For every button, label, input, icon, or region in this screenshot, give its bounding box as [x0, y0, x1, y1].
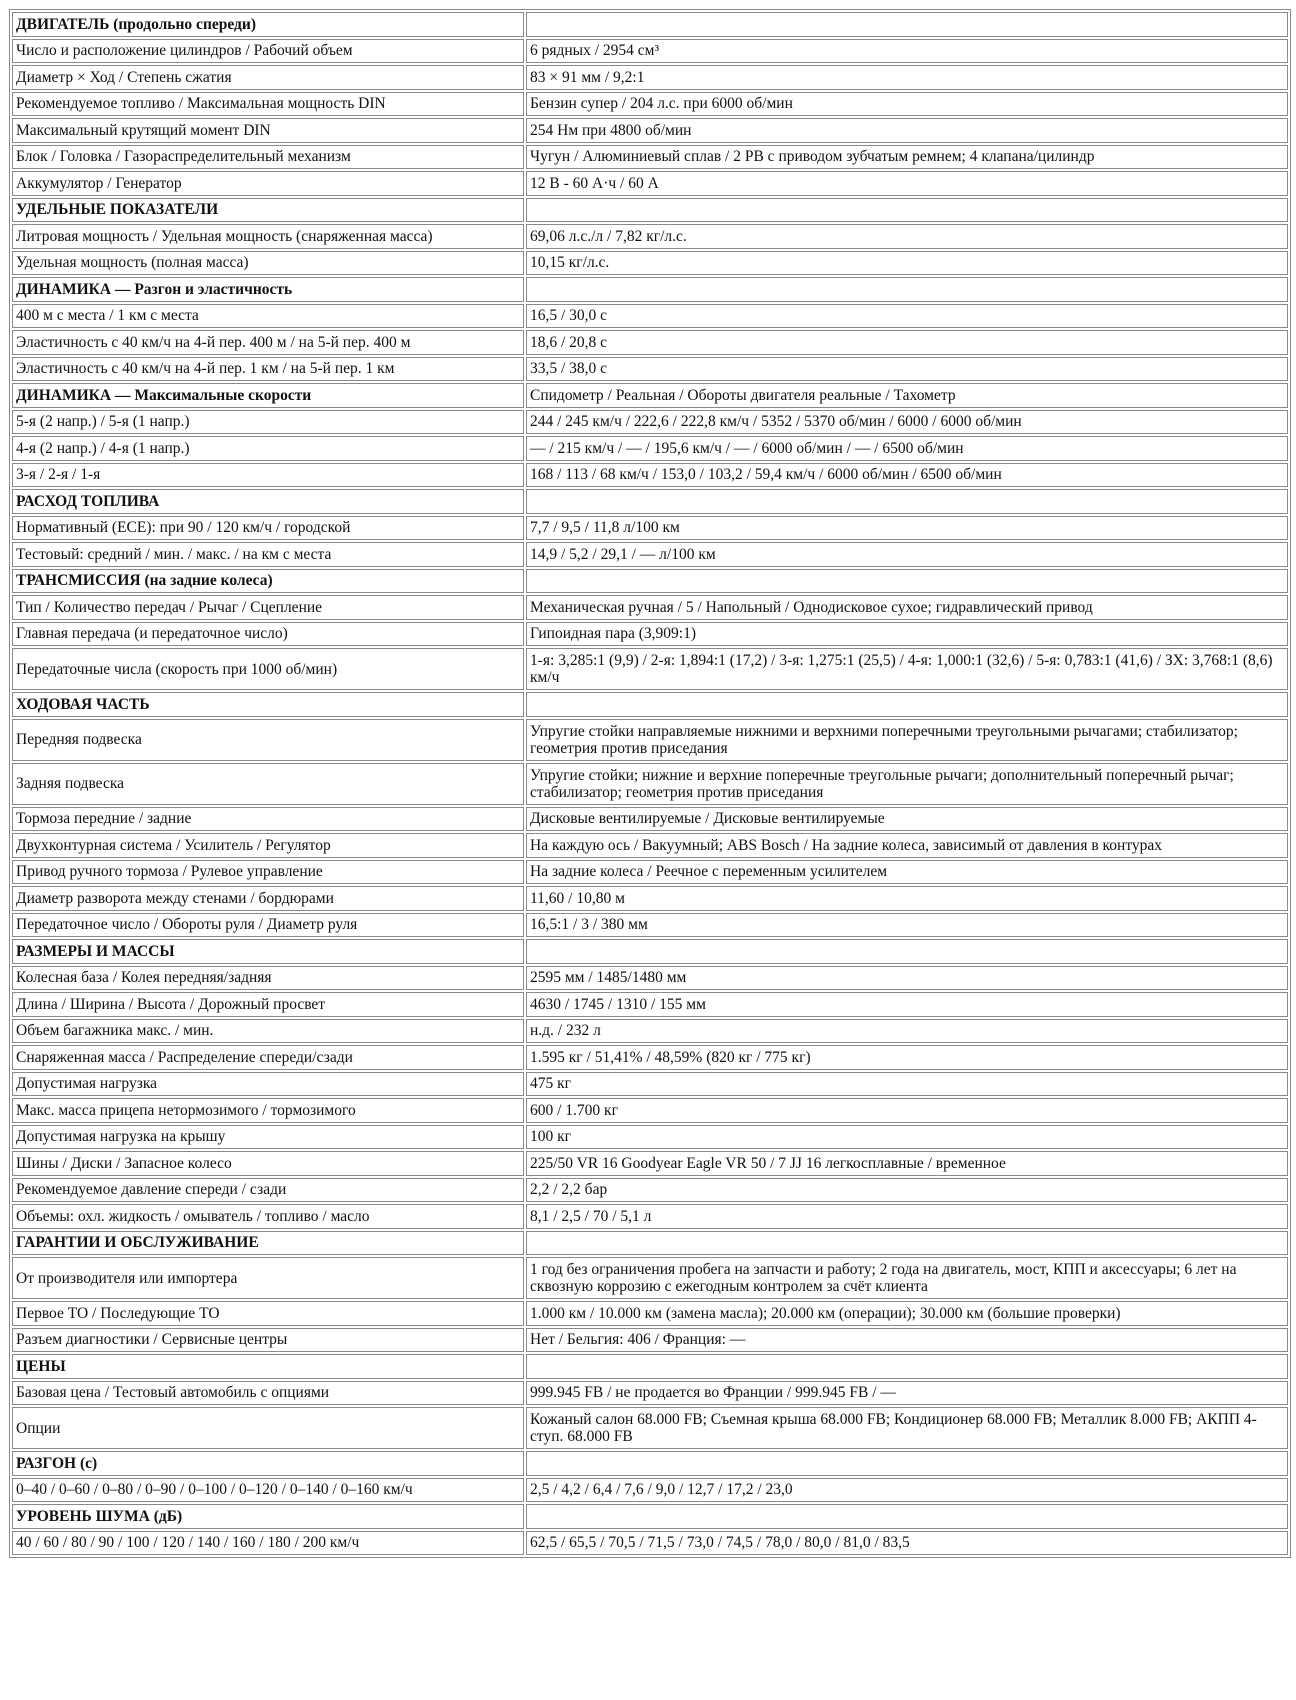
section-title-cell: РАСХОД ТОПЛИВА	[12, 489, 524, 514]
parameter-cell: 0–40 / 0–60 / 0–80 / 0–90 / 0–100 / 0–120 / 0–140 / 0–160 км/ч	[12, 1478, 524, 1503]
parameter-cell: Эластичность с 40 км/ч на 4-й пер. 1 км / на 5-й пер. 1 км	[12, 357, 524, 382]
parameter-cell: Тестовый: средний / мин. / макс. / на км с места	[12, 542, 524, 567]
parameter-cell: Эластичность с 40 км/ч на 4-й пер. 400 м / на 5-й пер. 400 м	[12, 330, 524, 355]
table-row	[12, 1478, 1288, 1503]
table-row	[12, 39, 1288, 64]
value-cell: 6 рядных / 2954 см³	[526, 39, 1288, 64]
parameter-cell: Допустимая нагрузка	[12, 1072, 524, 1097]
parameter-cell: Допустимая нагрузка на крышу	[12, 1125, 524, 1150]
value-cell: 4630 / 1745 / 1310 / 155 мм	[526, 992, 1288, 1017]
value-cell: н.д. / 232 л	[526, 1019, 1288, 1044]
table-row	[12, 357, 1288, 382]
spec-table	[9, 9, 1291, 1558]
parameter-cell: Диаметр разворота между стенами / бордюрами	[12, 886, 524, 911]
value-cell: 83 × 91 мм / 9,2:1	[526, 65, 1288, 90]
parameter-cell: Объемы: охл. жидкость / омыватель / топливо / масло	[12, 1204, 524, 1229]
parameter-cell: Удельная мощность (полная масса)	[12, 251, 524, 276]
section-note-cell	[526, 569, 1288, 594]
value-cell: 100 кг	[526, 1125, 1288, 1150]
table-row	[12, 622, 1288, 647]
table-row	[12, 1531, 1288, 1556]
table-row	[12, 436, 1288, 461]
section-title-cell: РАЗГОН (с)	[12, 1451, 524, 1476]
value-cell: Упругие стойки; нижние и верхние поперечные треугольные рычаги; дополнительный поперечный рычаг; стабилизатор; геометрия против приседания	[526, 763, 1288, 805]
value-cell: 16,5:1 / 3 / 380 мм	[526, 913, 1288, 938]
section-title-cell: РАЗМЕРЫ И МАССЫ	[12, 939, 524, 964]
value-cell: 254 Нм при 4800 об/мин	[526, 118, 1288, 143]
parameter-cell: Литровая мощность / Удельная мощность (снаряженная масса)	[12, 224, 524, 249]
table-row	[12, 966, 1288, 991]
section-note-cell	[526, 939, 1288, 964]
parameter-cell: Число и расположение цилиндров / Рабочий объем	[12, 39, 524, 64]
value-cell: На задние колеса / Реечное с переменным усилителем	[526, 860, 1288, 885]
value-cell: Бензин супер / 204 л.с. при 6000 об/мин	[526, 92, 1288, 117]
table-row	[12, 171, 1288, 196]
table-row	[12, 648, 1288, 690]
table-row	[12, 1381, 1288, 1406]
section-header-row	[12, 1231, 1288, 1256]
parameter-cell: 5-я (2 напр.) / 5-я (1 напр.)	[12, 410, 524, 435]
value-cell: Дисковые вентилируемые / Дисковые вентилируемые	[526, 807, 1288, 832]
section-note-cell	[526, 1231, 1288, 1256]
value-cell: 168 / 113 / 68 км/ч / 153,0 / 103,2 / 59,4 км/ч / 6000 об/мин / 6500 об/мин	[526, 463, 1288, 488]
section-title-cell: ТРАНСМИССИЯ (на задние колеса)	[12, 569, 524, 594]
parameter-cell: Задняя подвеска	[12, 763, 524, 805]
section-header-row	[12, 569, 1288, 594]
table-row	[12, 145, 1288, 170]
section-note-cell	[526, 277, 1288, 302]
parameter-cell: 400 м с места / 1 км с места	[12, 304, 524, 329]
section-title-cell: ДИНАМИКА — Максимальные скорости	[12, 383, 524, 408]
value-cell: 225/50 VR 16 Goodyear Eagle VR 50 / 7 JJ 16 легкосплавные / временное	[526, 1151, 1288, 1176]
value-cell: Гипоидная пара (3,909:1)	[526, 622, 1288, 647]
table-row	[12, 1257, 1288, 1299]
table-row	[12, 595, 1288, 620]
parameter-cell: Объем багажника макс. / мин.	[12, 1019, 524, 1044]
table-row	[12, 410, 1288, 435]
table-row	[12, 860, 1288, 885]
table-row	[12, 807, 1288, 832]
table-row	[12, 886, 1288, 911]
section-header-row	[12, 198, 1288, 223]
table-row	[12, 516, 1288, 541]
table-row	[12, 304, 1288, 329]
value-cell: 69,06 л.с./л / 7,82 кг/л.с.	[526, 224, 1288, 249]
value-cell: Механическая ручная / 5 / Напольный / Однодисковое сухое; гидравлический привод	[526, 595, 1288, 620]
section-header-row	[12, 1504, 1288, 1529]
section-header-row	[12, 277, 1288, 302]
value-cell: Нет / Бельгия: 406 / Франция: —	[526, 1328, 1288, 1353]
table-row	[12, 1045, 1288, 1070]
section-header-row	[12, 939, 1288, 964]
value-cell: Упругие стойки направляемые нижними и верхними поперечными треугольными рычагами; стабилизатор; геометрия против приседания	[526, 719, 1288, 761]
parameter-cell: Первое ТО / Последующие ТО	[12, 1301, 524, 1326]
value-cell: Кожаный салон 68.000 FB; Съемная крыша 68.000 FB; Кондиционер 68.000 FB; Металлик 8.000 FB; АКПП 4-ступ. 68.000 FB	[526, 1407, 1288, 1449]
section-title-cell: УДЕЛЬНЫЕ ПОКАЗАТЕЛИ	[12, 198, 524, 223]
table-row	[12, 1301, 1288, 1326]
value-cell: 33,5 / 38,0 с	[526, 357, 1288, 382]
section-title-cell: ЦЕНЫ	[12, 1354, 524, 1379]
table-row	[12, 1125, 1288, 1150]
section-title-cell: УРОВЕНЬ ШУМА (дБ)	[12, 1504, 524, 1529]
parameter-cell: Макс. масса прицепа нетормозимого / тормозимого	[12, 1098, 524, 1123]
parameter-cell: Передняя подвеска	[12, 719, 524, 761]
parameter-cell: Главная передача (и передаточное число)	[12, 622, 524, 647]
section-note-cell	[526, 1504, 1288, 1529]
table-row	[12, 65, 1288, 90]
value-cell: 244 / 245 км/ч / 222,6 / 222,8 км/ч / 5352 / 5370 об/мин / 6000 / 6000 об/мин	[526, 410, 1288, 435]
section-header-row	[12, 692, 1288, 717]
table-row	[12, 1178, 1288, 1203]
table-row	[12, 913, 1288, 938]
value-cell: 600 / 1.700 кг	[526, 1098, 1288, 1123]
table-row	[12, 92, 1288, 117]
section-note-cell	[526, 12, 1288, 37]
parameter-cell: Аккумулятор / Генератор	[12, 171, 524, 196]
table-row	[12, 992, 1288, 1017]
section-note-cell	[526, 198, 1288, 223]
value-cell: Чугун / Алюминиевый сплав / 2 РВ с приводом зубчатым ремнем; 4 клапана/цилиндр	[526, 145, 1288, 170]
table-row	[12, 224, 1288, 249]
section-header-row	[12, 1354, 1288, 1379]
parameter-cell: Максимальный крутящий момент DIN	[12, 118, 524, 143]
table-row	[12, 118, 1288, 143]
parameter-cell: Диаметр × Ход / Степень сжатия	[12, 65, 524, 90]
value-cell: 18,6 / 20,8 с	[526, 330, 1288, 355]
table-row	[12, 1072, 1288, 1097]
table-row	[12, 1019, 1288, 1044]
parameter-cell: Тип / Количество передач / Рычаг / Сцепление	[12, 595, 524, 620]
parameter-cell: Двухконтурная система / Усилитель / Регулятор	[12, 833, 524, 858]
section-note-cell	[526, 489, 1288, 514]
value-cell: 62,5 / 65,5 / 70,5 / 71,5 / 73,0 / 74,5 / 78,0 / 80,0 / 81,0 / 83,5	[526, 1531, 1288, 1556]
value-cell: 1.595 кг / 51,41% / 48,59% (820 кг / 775 кг)	[526, 1045, 1288, 1070]
value-cell: 14,9 / 5,2 / 29,1 / — л/100 км	[526, 542, 1288, 567]
table-row	[12, 1407, 1288, 1449]
parameter-cell: 3-я / 2-я / 1-я	[12, 463, 524, 488]
parameter-cell: 40 / 60 / 80 / 90 / 100 / 120 / 140 / 160 / 180 / 200 км/ч	[12, 1531, 524, 1556]
section-title-cell: ХОДОВАЯ ЧАСТЬ	[12, 692, 524, 717]
section-header-row	[12, 12, 1288, 37]
parameter-cell: Передаточное число / Обороты руля / Диаметр руля	[12, 913, 524, 938]
parameter-cell: Разъем диагностики / Сервисные центры	[12, 1328, 524, 1353]
parameter-cell: 4-я (2 напр.) / 4-я (1 напр.)	[12, 436, 524, 461]
value-cell: 1.000 км / 10.000 км (замена масла); 20.000 км (операции); 30.000 км (большие проверки)	[526, 1301, 1288, 1326]
parameter-cell: Шины / Диски / Запасное колесо	[12, 1151, 524, 1176]
value-cell: 8,1 / 2,5 / 70 / 5,1 л	[526, 1204, 1288, 1229]
parameter-cell: Снаряженная масса / Распределение спереди/сзади	[12, 1045, 524, 1070]
value-cell: 475 кг	[526, 1072, 1288, 1097]
value-cell: 2,2 / 2,2 бар	[526, 1178, 1288, 1203]
parameter-cell: Длина / Ширина / Высота / Дорожный просвет	[12, 992, 524, 1017]
section-note-cell	[526, 1451, 1288, 1476]
parameter-cell: Привод ручного тормоза / Рулевое управление	[12, 860, 524, 885]
parameter-cell: От производителя или импортера	[12, 1257, 524, 1299]
table-row	[12, 1204, 1288, 1229]
value-cell: — / 215 км/ч / — / 195,6 км/ч / — / 6000 об/мин / — / 6500 об/мин	[526, 436, 1288, 461]
section-note-cell	[526, 1354, 1288, 1379]
table-row	[12, 1151, 1288, 1176]
table-row	[12, 463, 1288, 488]
value-cell: 7,7 / 9,5 / 11,8 л/100 км	[526, 516, 1288, 541]
value-cell: 11,60 / 10,80 м	[526, 886, 1288, 911]
parameter-cell: Опции	[12, 1407, 524, 1449]
table-row	[12, 251, 1288, 276]
parameter-cell: Тормоза передние / задние	[12, 807, 524, 832]
section-note-cell: Спидометр / Реальная / Обороты двигателя реальные / Тахометр	[526, 383, 1288, 408]
value-cell: 2595 мм / 1485/1480 мм	[526, 966, 1288, 991]
section-title-cell: ГАРАНТИИ И ОБСЛУЖИВАНИЕ	[12, 1231, 524, 1256]
section-header-row	[12, 383, 1288, 408]
parameter-cell: Нормативный (ECE): при 90 / 120 км/ч / городской	[12, 516, 524, 541]
section-header-row	[12, 1451, 1288, 1476]
table-row	[12, 719, 1288, 761]
section-note-cell	[526, 692, 1288, 717]
parameter-cell: Рекомендуемое давление спереди / сзади	[12, 1178, 524, 1203]
table-row	[12, 542, 1288, 567]
section-title-cell: ДВИГАТЕЛЬ (продольно спереди)	[12, 12, 524, 37]
section-header-row	[12, 489, 1288, 514]
table-row	[12, 1098, 1288, 1123]
value-cell: 999.945 FB / не продается во Франции / 999.945 FB / —	[526, 1381, 1288, 1406]
table-row	[12, 763, 1288, 805]
parameter-cell: Рекомендуемое топливо / Максимальная мощность DIN	[12, 92, 524, 117]
value-cell: 16,5 / 30,0 с	[526, 304, 1288, 329]
table-row	[12, 1328, 1288, 1353]
parameter-cell: Колесная база / Колея передняя/задняя	[12, 966, 524, 991]
parameter-cell: Передаточные числа (скорость при 1000 об/мин)	[12, 648, 524, 690]
value-cell: 10,15 кг/л.с.	[526, 251, 1288, 276]
value-cell: На каждую ось / Вакуумный; ABS Bosch / На задние колеса, зависимый от давления в контурах	[526, 833, 1288, 858]
value-cell: 1-я: 3,285:1 (9,9) / 2-я: 1,894:1 (17,2) / 3-я: 1,275:1 (25,5) / 4-я: 1,000:1 (32,6) / 5-я: 0,783:1 (41,6) / ЗХ: 3,768:1 (8,6) км/ч	[526, 648, 1288, 690]
value-cell: 1 год без ограничения пробега на запчасти и работу; 2 года на двигатель, мост, КПП и аксессуары; 6 лет на сквозную коррозию с ежегодным контролем за счёт клиента	[526, 1257, 1288, 1299]
spec-table-body	[12, 12, 1288, 1555]
parameter-cell: Базовая цена / Тестовый автомобиль с опциями	[12, 1381, 524, 1406]
value-cell: 12 В - 60 А·ч / 60 А	[526, 171, 1288, 196]
table-row	[12, 833, 1288, 858]
table-row	[12, 330, 1288, 355]
section-title-cell: ДИНАМИКА — Разгон и эластичность	[12, 277, 524, 302]
value-cell: 2,5 / 4,2 / 6,4 / 7,6 / 9,0 / 12,7 / 17,2 / 23,0	[526, 1478, 1288, 1503]
parameter-cell: Блок / Головка / Газораспределительный механизм	[12, 145, 524, 170]
